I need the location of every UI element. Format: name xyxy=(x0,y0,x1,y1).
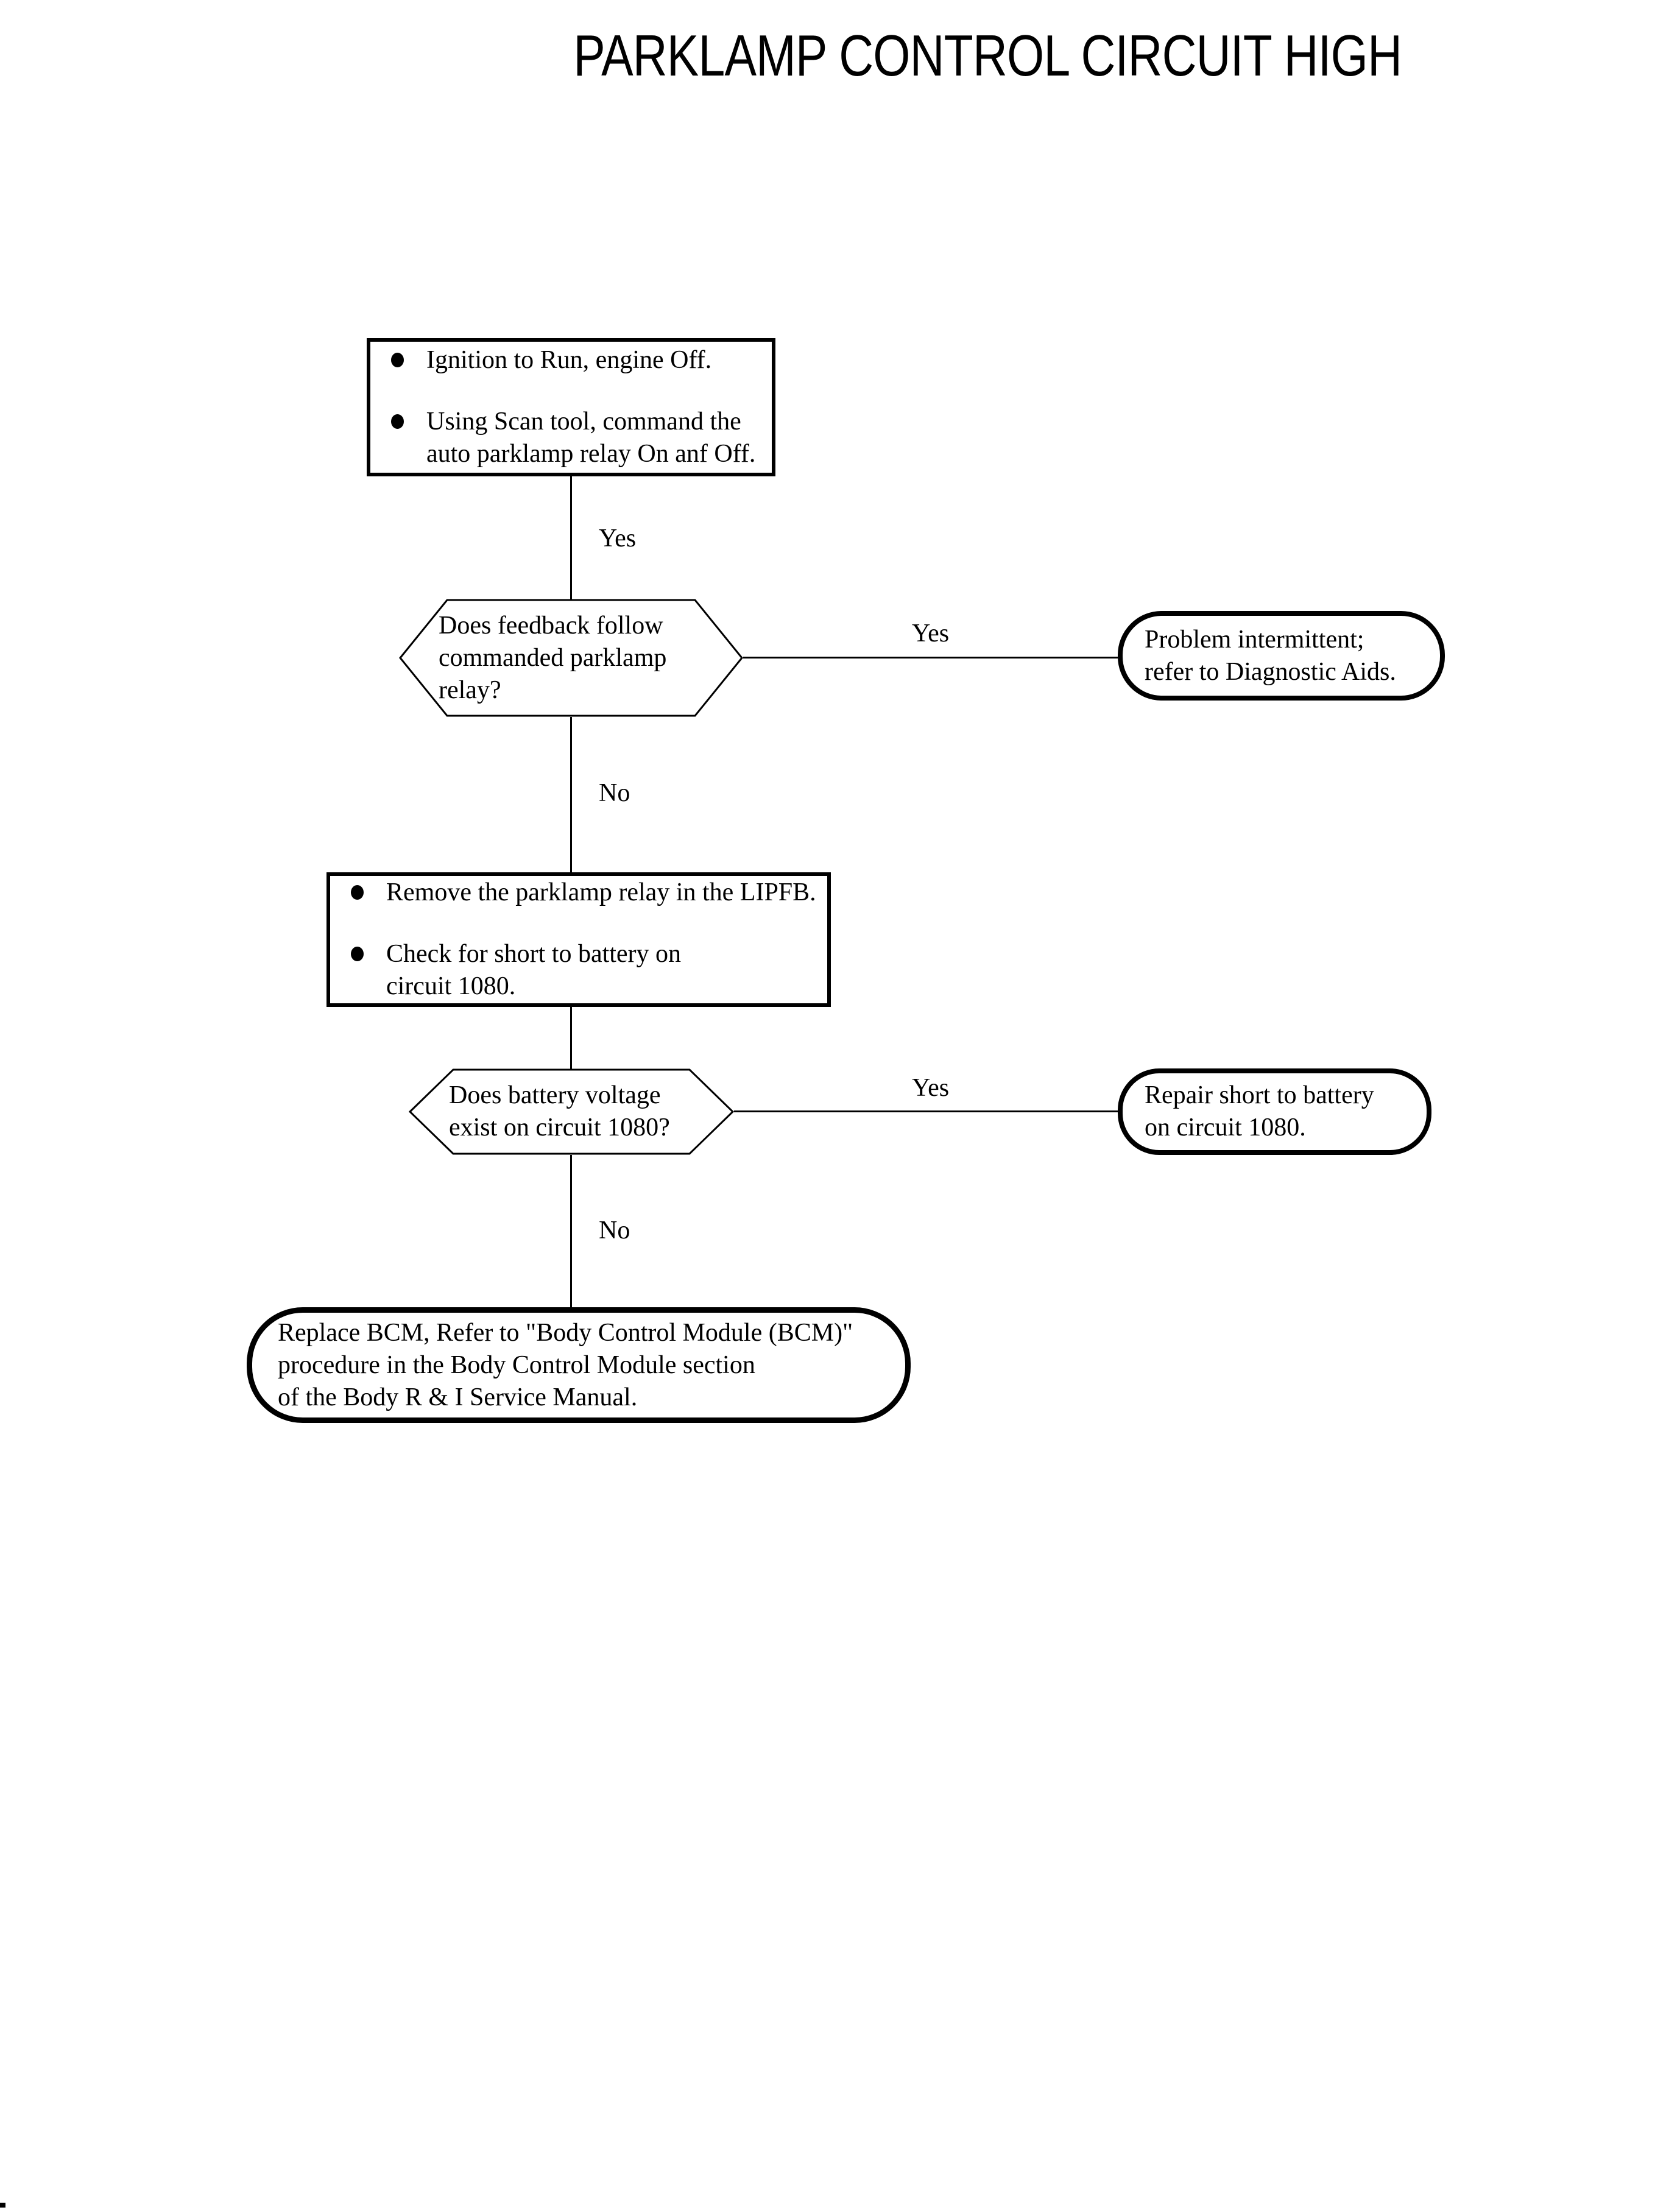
final-text-line: of the Body R & I Service Manual. xyxy=(278,1383,638,1411)
bullet-text-line: auto parklamp relay On anf Off. xyxy=(426,440,756,468)
bullet-icon xyxy=(391,414,404,429)
result2-terminal-box xyxy=(1118,1068,1431,1155)
decision1-hexagon xyxy=(399,599,743,717)
edge-label-yes: Yes xyxy=(599,524,637,552)
decision2-text xyxy=(449,1079,734,1144)
bullet-text-line: Ignition to Run, engine Off. xyxy=(426,346,712,374)
bullet-icon xyxy=(351,947,364,961)
decision2-hexagon xyxy=(409,1068,734,1155)
decision-text-line: commanded parklamp xyxy=(439,643,667,672)
edge-label-no: No xyxy=(599,1216,630,1244)
result-text-line: refer to Diagnostic Aids. xyxy=(1145,657,1396,686)
decision-text-line: exist on circuit 1080? xyxy=(449,1114,670,1142)
edge-label-yes: Yes xyxy=(912,620,950,648)
bullet-text-line: Check for short to battery on xyxy=(386,940,682,968)
page-corner-mark xyxy=(0,2203,5,2208)
connector-decision1-to-result1 xyxy=(743,657,1118,658)
decision-text-line: relay? xyxy=(439,676,501,704)
result1-terminal-box xyxy=(1118,611,1445,701)
final-text-line: Replace BCM, Refer to "Body Control Module (BCM)" xyxy=(278,1318,853,1347)
bullet-text xyxy=(426,406,755,470)
connector-decision2-to-result2 xyxy=(734,1110,1118,1112)
bullet-icon xyxy=(351,885,364,900)
step2-instruction-box xyxy=(326,872,831,1007)
bullet-text xyxy=(386,877,816,909)
bullet-icon xyxy=(391,353,404,367)
bullet-text-line: circuit 1080. xyxy=(386,972,516,1000)
connector-step2-to-decision2 xyxy=(570,1007,572,1070)
step1-instruction-box xyxy=(367,338,775,476)
result-text-line: Repair short to battery xyxy=(1145,1081,1374,1109)
connector-step1-to-decision1 xyxy=(570,476,572,599)
step1-bullet-item-2 xyxy=(391,406,766,470)
bullet-text xyxy=(426,344,711,376)
page-title xyxy=(482,23,1402,88)
final-terminal-box xyxy=(247,1307,911,1423)
bullet-text-line: Using Scan tool, command the xyxy=(426,408,741,436)
result-text-line: on circuit 1080. xyxy=(1145,1114,1306,1142)
page-title-text: PARKLAMP CONTROL CIRCUIT HIGH xyxy=(573,23,1402,88)
decision-text-line: Does feedback follow xyxy=(439,611,663,640)
bullet-text-line: Remove the parklamp relay in the LIPFB. xyxy=(386,878,816,906)
step2-bullet-item-1 xyxy=(351,877,821,909)
edge-label-yes: Yes xyxy=(912,1074,950,1102)
final-text-line: procedure in the Body Control Module section xyxy=(278,1350,755,1379)
decision-text-line: Does battery voltage xyxy=(449,1081,661,1109)
decision1-text xyxy=(439,610,743,707)
bullet-text xyxy=(386,938,681,1003)
connector-decision2-to-final xyxy=(570,1155,572,1307)
step2-bullet-item-2 xyxy=(351,938,821,1003)
connector-decision1-to-step2 xyxy=(570,717,572,872)
result-text-line: Problem intermittent; xyxy=(1145,625,1364,654)
step1-bullet-item-1 xyxy=(391,344,766,376)
edge-label-no: No xyxy=(599,779,630,807)
